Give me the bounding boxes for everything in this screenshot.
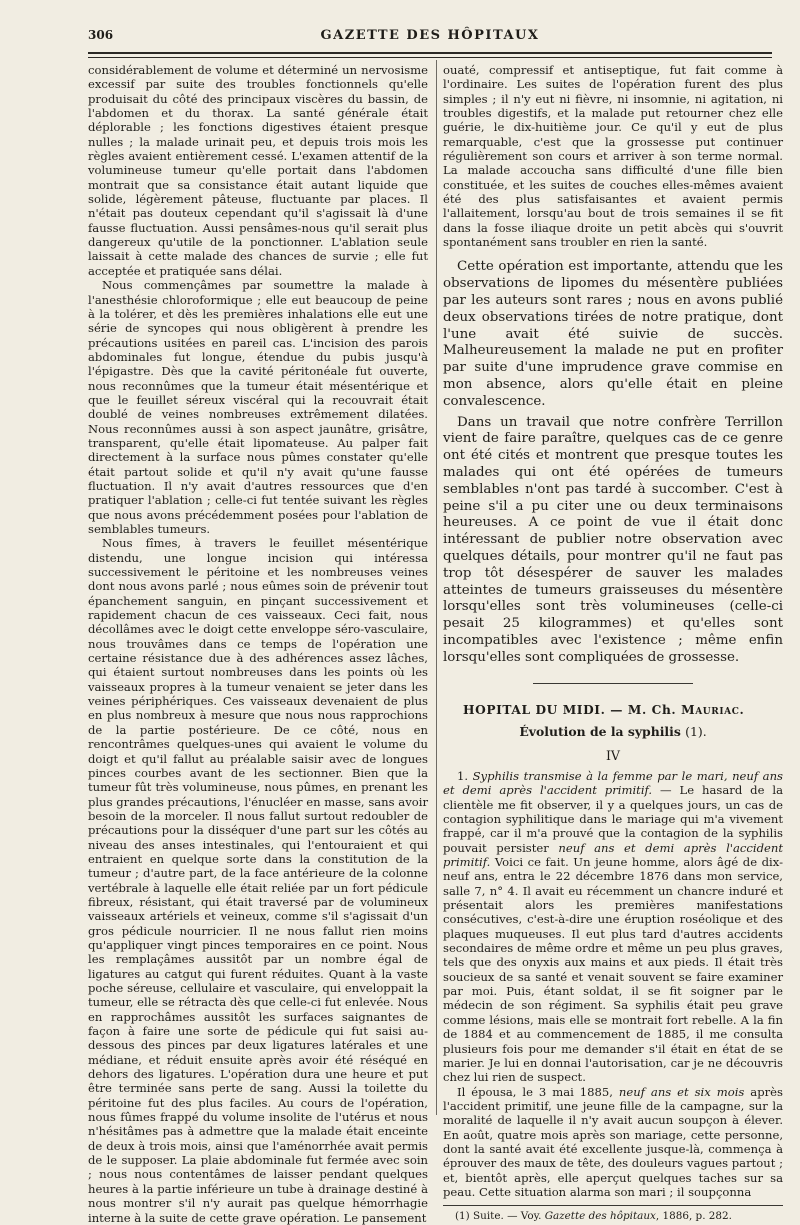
left-paragraph-3: Nous fîmes, à travers le feuillet mésentérique distendu, une longue incision qui intéressa successivement le péritoine et les nombreuses veines dont nous avons parlé ; nous eûmes soin de prévenir tout épanchement sanguin, en pinçant successivement et rapidement chacun de ces vaisseaux. Ceci fait, nous décollâmes avec le doigt cette enveloppe séro-vasculaire, nous trouvâmes dans ce temps de l'opération une certaine résistance due à des adhérences assez lâches, qui étaient surtout nombreuses dans les points où les vaisseaux propres à la tumeur venaient se jeter dans les veines périphériques. Ces vaisseaux devenaient de plus en plus nombreux à mesure que nous nous rapprochions de la partie postérieure. De ce côté, nous en rencontrâmes quelques-unes qui avaient le volume du doigt et qu'il fallut au préalable saisir avec de longues pinces courbes avant de les sectionner. Bien que la tumeur fût très volumineuse, nous pûmes, en prenant les plus grandes précautions, l'énucléer en masse, sans avoir besoin de la morceler. Il nous fallut surtout redoubler de précautions pour la disséquer d'une part sur les côtés au niveau des anses intestinales, qui l'entouraient et qui entraient en quelque sorte dans la constitution de la tumeur ; d'autre part, de la face antérieure de la colonne vertébrale à laquelle elle était reliée par un fort pédicule fibreux, résistant, qui était traversé par de volumineux vaisseaux artériels et veineux, comme s'il s'agissait d'un gros pédicule nourricier. Il ne nous fallut rien moins qu'appliquer vingt pinces temporaires en ce point. Nous les remplaçâmes aussitôt par un nombre égal de ligatures au catgut qui furent réduites. Quant à la vaste poche séreuse, cellulaire et vasculaire, qui enveloppait la tumeur, elle se rétracta dès que celle-ci fut enlevée. Nous en rapprochâmes aussitôt les surfaces saignantes de façon à faire une sorte de pédicule qui fut saisi au-dessous des pinces par deux ligatures latérales et une médiane, et réduit ensuite après avoir été réséqué en dehors des ligatures. L'opération dura une heure et put être terminée sans perte de sang. Aussi la toilette du péritoine fut des plus faciles. Au cours de l'opération, nous fûmes frappé du volume insolite de l'utérus et nous n'hésitâmes pas à admettre que la malade était enceinte de deux à trois mois, ainsi que l'aménorrhée avait permis de le supposer. La plaie abdominale fut fermée avec soin ; nous nous contentâmes de laisser pendant quelques heures à la partie inférieure un tube à drainage destiné à nous montrer s'il n'y aurait pas quelque hémorrhagie interne à la suite de cette grave opération. Le pansement	[88, 536, 428, 1225]
article-title-note: (1).	[685, 724, 707, 740]
running-head	[88, 28, 772, 50]
page-number: 306	[88, 28, 114, 42]
case-1-paragraph	[443, 769, 783, 1085]
footnote-text: (1) Suite. — Voy.	[455, 1210, 545, 1223]
case-2-text-a: Il épousa, le 3 mai 1885,	[457, 1084, 619, 1099]
case-2-text-b: après l'accident primitif, une jeune fille de la campagne, sur la moralité de laquelle il n'y avait aucun soupçon à élever. En août, quatre mois après son mariage, cette personne, dont la santé avait été excellente jusque-là, commença à éprouver des maux de tête, des douleurs vagues partout ; et, bientôt après, elle aperçut quelques taches sur sa peau. Cette situation alarma son mari ; il soupçonna	[443, 1084, 783, 1199]
hospital-name: HOPITAL DU MIDI.	[463, 702, 606, 717]
journal-title: GAZETTE DES HÔPITAUX	[320, 28, 540, 43]
right-continuation: ouaté, compressif et antiseptique, fut fait comme à l'ordinaire. Les suites de l'opération furent des plus simples ; il n'y eut ni fièvre, ni insomnie, ni agitation, ni troubles digestifs, et la malade put retourner chez elle guérie, le dix-huitième jour. Ce qu'il y eut de plus remarquable, c'est que la grossesse put continuer régulièrement son cours et arriver à son terme normal. La malade accoucha sans difficulté d'une fille bien constituée, et les suites de couches elles-mêmes avaient été des plus satisfaisantes et avaient permis l'allaitement, lorsqu'au bout de trois semaines il se fit dans la fosse iliaque droite un petit abcès qui s'ouvrit spontanément sans troubler en rien la santé.	[443, 63, 783, 250]
article-title-text: Évolution de la syphilis	[519, 724, 681, 740]
footnote-ref: , 1886, p. 282.	[655, 1210, 732, 1223]
article-title	[443, 725, 783, 739]
left-column	[88, 63, 428, 1225]
header-rule	[88, 52, 772, 54]
footnote	[443, 1210, 783, 1223]
case-1-text-a: — Le hasard de la clientèle me fit observer, il y a quelques jours, un cas de contagion syphilitique dans le mariage qui m'a vivement frappé, car il m'a prouvé que la contagion de la syphilis pouvait persister	[443, 783, 783, 855]
left-paragraph-1: considérablement de volume et déterminé un nervosisme excessif par suite des troubles fonctionnels qu'elle produisait du côté des principaux viscères du bassin, de l'abdomen et du thorax. La santé générale était déplorable ; les fonctions digestives étaient presque nulles ; la malade urinait peu, et depuis trois mois les règles avaient entièrement cessé. L'examen attentif de la volumineuse tumeur qu'elle portait dans l'abdomen montrait que sa consistance était autant liquide que solide, légèrement pâteuse, fluctuante par places. Il n'était pas douteux cependant qu'il s'agissait là d'une fausse fluctuation. Aussi pensâmes-nous qu'il serait plus dangereux qu'utile de la ponctionner. L'ablation seule laissait à cette malade des chances de survie ; elle fut acceptée et pratiquée sans délai.	[88, 63, 428, 278]
left-paragraph-2: Nous commençâmes par soumettre la malade à l'anesthésie chloroformique ; elle eut beaucoup de peine à la tolérer, et dès les premières inhalations elle eut une série de syncopes qui nous obligèrent à prendre les précautions usitées en pareil cas. L'incision des parois abdominales fut longue, étendue du pubis jusqu'à l'épigastre. Dès que la cavité péritonéale fut ouverte, nous reconnûmes que la tumeur était mésentérique et que le feuillet séreux viscéral qui la recouvrait était doublé de veines nombreuses extrêmement dilatées. Nous reconnûmes aussi à son aspect jaunâtre, grisâtre, transparent, qu'elle était lipomateuse. Au palper fait directement à la surface nous pûmes constater qu'elle était partout solide et qu'il n'y avait qu'une fausse fluctuation. Il n'y avait d'autres ressources que d'en pratiquer l'ablation ; celle-ci fut tentée suivant les règles que nous avons précédemment posées pour l'ablation de semblables tumeurs.	[88, 278, 428, 536]
case-2-paragraph	[443, 1085, 783, 1200]
case-1-italic: neuf ans et demi après l'accident primitif.	[443, 840, 783, 870]
column-divider	[436, 60, 437, 1115]
header-rule-thin	[88, 57, 772, 58]
footnote-rule	[443, 1205, 783, 1206]
commentary-paragraph-1: Cette opération est importante, attendu que les observations de lipomes du mésentère publiées par les auteurs sont rares ; nous en avons publié deux observations tirées de notre pratique, dont l'une avait été suivie de succès. Malheureusement la malade ne put en profiter par suite d'une imprudence grave commise en mon absence, alors qu'elle était en pleine convalescence.	[443, 259, 783, 409]
case-1-number: 1.	[457, 768, 469, 783]
footnote-journal: Gazette des hôpitaux	[544, 1210, 656, 1223]
commentary-paragraph-2: Dans un travail que notre confrère Terrillon vient de faire paraître, quelques cas de ce genre ont été cités et montrent que presque toutes les malades qui ont été opérées de tumeurs semblables n'ont pas tardé à succomber. C'est à peine s'il a pu citer une ou deux terminaisons heureuses. A ce point de vue il était donc intéressant de publier notre observation avec quelques détails, pour montrer qu'il ne faut pas trop tôt désespérer de sauver les malades atteintes de tumeurs graisseuses du mésentère lorsqu'elles sont très volumineuses (celle-ci pesait 25 kilogrammes) et qu'elles sont incompatibles avec l'existence ; même enfin lorsqu'elles sont compliquées de grossesse.	[443, 414, 783, 665]
right-column	[443, 63, 783, 1223]
doctor-name: Mauriac.	[681, 702, 745, 717]
section-heading	[463, 703, 783, 717]
case-2-italic: neuf ans et six mois	[618, 1084, 745, 1099]
section-separator	[443, 677, 783, 691]
case-1-heading: Syphilis transmise à la femme par le mari, neuf ans et demi après l'accident primitif.	[443, 768, 784, 798]
doctor-prefix: — M. Ch.	[610, 702, 677, 717]
case-1-text-b: Voici ce fait. Un jeune homme, alors âgé de dix-neuf ans, entra le 22 décembre 1876 dans mon service, salle 7, n° 4. Il avait eu récemment un chancre induré et présentait alors les premières manifestations consécutives, c'est-à-dire une éruption roséolique et des plaques muqueuses. Il eut plus tard d'autres accidents secondaires de même ordre et même un peu plus graves, tels que des onyxis aux mains et aux pieds. Il était très soucieux de sa santé et venait souvent se faire examiner par moi. Puis, étant soldat, il se fit soigner par le médecin de son régiment. Sa syphilis était peu grave comme lésions, mais elle se montrait fort rebelle. A la fin de 1884 et au commencement de 1885, il me consulta plusieurs fois pour me demander s'il était en état de se marier. Je lui en donnai l'autorisation, car je ne découvris chez lui rien de suspect.	[443, 855, 783, 1085]
section-roman-numeral: IV	[605, 747, 621, 763]
